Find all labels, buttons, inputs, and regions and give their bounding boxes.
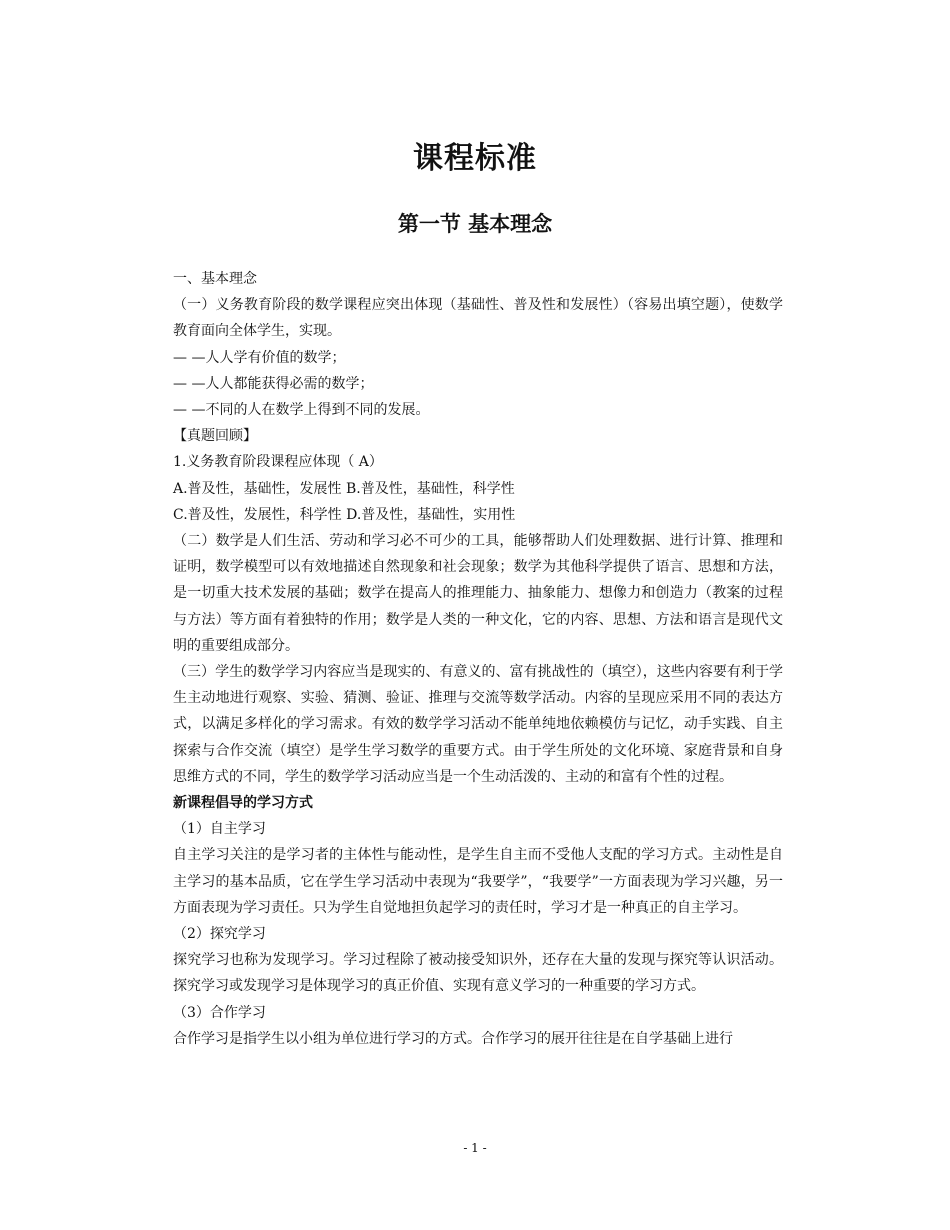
exam-options-cd: C.普及性，发展性，科学性 D.普及性，基础性，实用性 bbox=[173, 506, 516, 523]
list-item: — —人人学有价值的数学； bbox=[173, 349, 346, 366]
subheading-inquiry: （2）探究学习 bbox=[173, 926, 266, 943]
subheading-autonomous: （1）自主学习 bbox=[173, 821, 266, 838]
paragraph-concept-1: （一）义务教育阶段的数学课程应突出体现（基础性、普及性和发展性）（容易出填空题），使数学教育面向全体学生，实现。 bbox=[173, 297, 783, 340]
exam-review-heading: 【真题回顾】 bbox=[173, 428, 257, 445]
heading-basic-concept: 一、基本理念 bbox=[173, 271, 257, 287]
section-heading: 第一节 基本理念 bbox=[397, 212, 553, 236]
body-text bbox=[173, 266, 783, 1052]
list-item: — —人人都能获得必需的数学； bbox=[173, 375, 374, 392]
page-number: - 1 - bbox=[463, 1141, 487, 1155]
paragraph-concept-3: （三）学生的数学学习内容应当是现实的、有意义的、富有挑战性的（填空），这些内容要有利于学生主动地进行观察、实验、猜测、验证、推理与交流等数学活动。内容的呈现应采用不同的表达方式，以满足多样化的学习需求。有效的数学学习活动不能单纯地依赖模仿与记忆，动手实践、自主探索与合作交流（填空）是学生学习数学的重要方式。由于学生所处的文化环境、家庭背景和自身思维方式的不同，学生的数学学习活动应当是一个生动活泼的、主动的和富有个性的过程。 bbox=[173, 664, 783, 785]
exam-question: 1.义务教育阶段课程应体现（ A） bbox=[173, 454, 383, 471]
subheading-cooperative: （3）合作学习 bbox=[173, 1004, 266, 1021]
exam-options-ab: A.普及性，基础性，发展性 B.普及性，基础性，科学性 bbox=[173, 480, 515, 497]
paragraph-autonomous: 自主学习关注的是学习者的主体性与能动性，是学生自主而不受他人支配的学习方式。主动性是自主学习的基本品质，它在学生学习活动中表现为“我要学”，“我要学”一方面表现为学习兴趣，另一方面表现为学习责任。只为学生自觉地担负起学习的责任时，学习才是一种真正的自主学习。 bbox=[173, 847, 783, 916]
page-title: 课程标准 bbox=[413, 141, 537, 176]
paragraph-concept-2: （二）数学是人们生活、劳动和学习必不可少的工具，能够帮助人们处理数据、进行计算、推理和证明，数学模型可以有效地描述自然现象和社会现象；数学为其他科学提供了语言、思想和方法，是一切重大技术发展的基础；数学在提高人的推理能力、抽象能力、想像力和创造力（教案的过程与方法）等方面有着独特的作用；数学是人类的一种文化，它的内容、思想、方法和语言是现代文明的重要组成部分。 bbox=[173, 533, 783, 654]
paragraph-inquiry: 探究学习也称为发现学习。学习过程除了被动接受知识外，还存在大量的发现与探究等认识活动。探究学习或发现学习是体现学习的真正价值、实现有意义学习的一种重要的学习方式。 bbox=[173, 952, 783, 995]
paragraph-cooperative: 合作学习是指学生以小组为单位进行学习的方式。合作学习的展开往往是在自学基础上进行 bbox=[173, 1030, 733, 1047]
list-item: — —不同的人在数学上得到不同的发展。 bbox=[173, 402, 430, 419]
learning-methods-heading: 新课程倡导的学习方式 bbox=[173, 795, 313, 812]
